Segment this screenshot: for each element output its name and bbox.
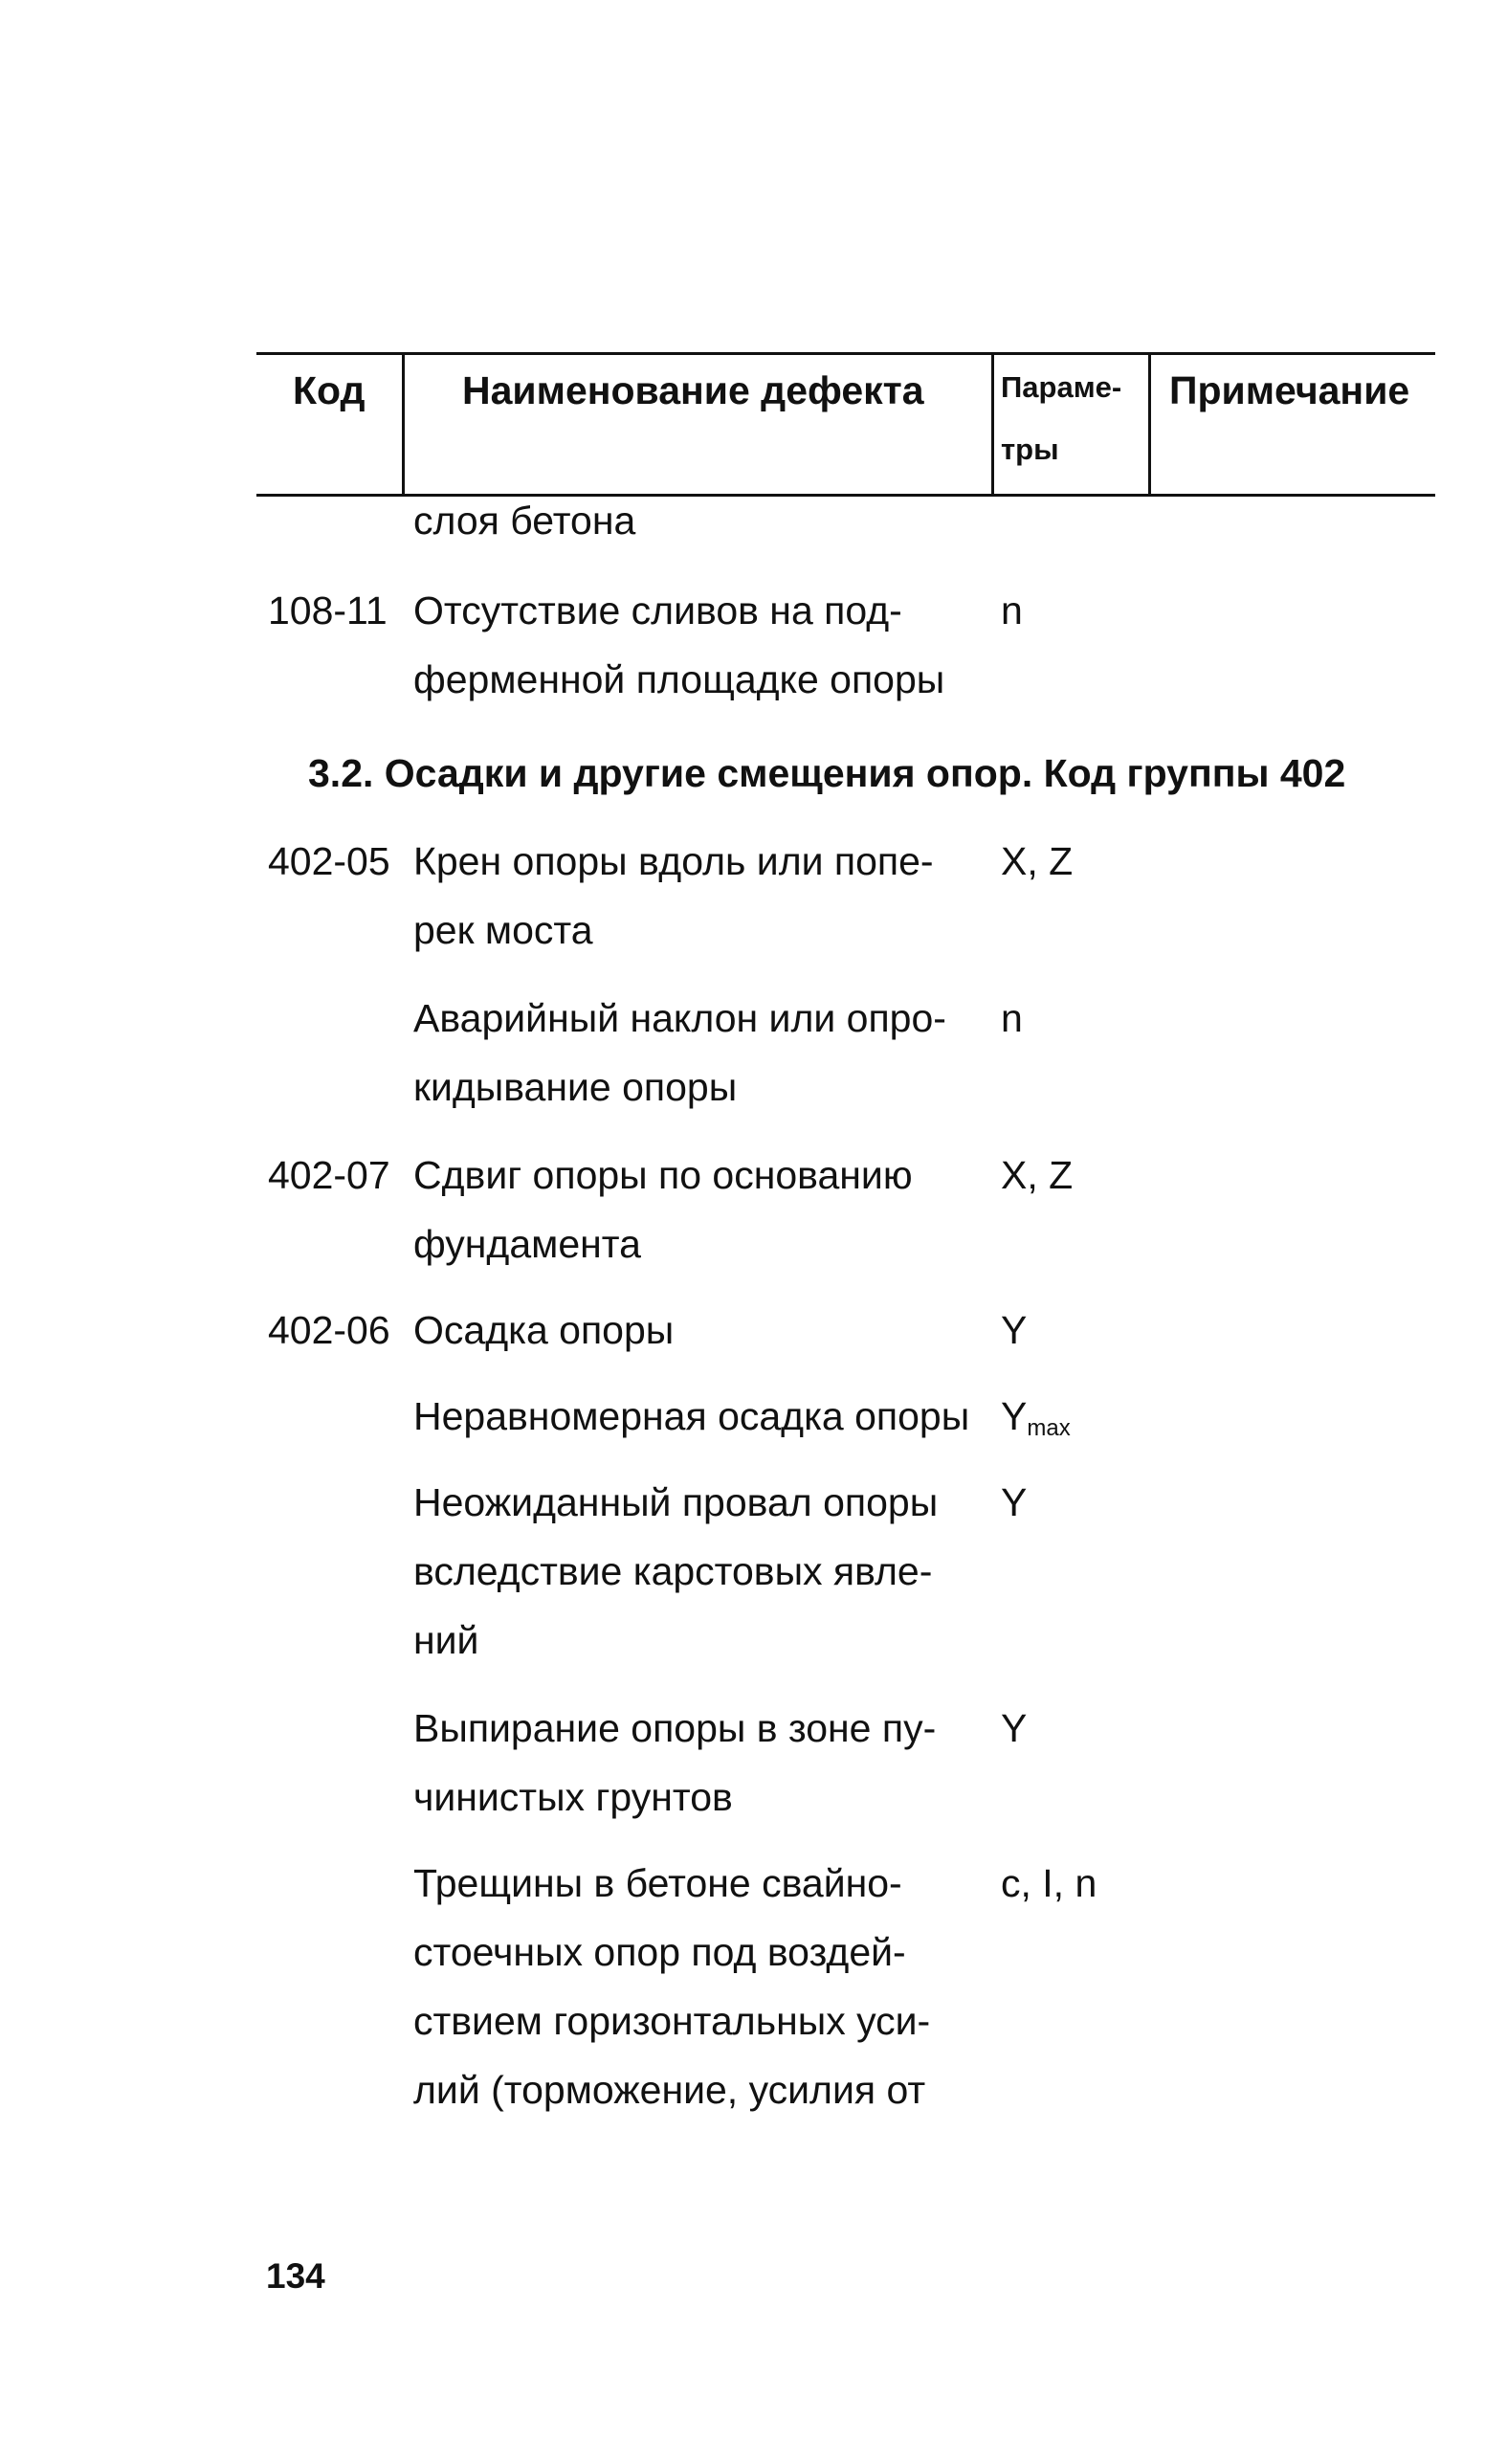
page-number: 134 xyxy=(266,2256,325,2296)
row-text-line: Неожиданный провал опоры xyxy=(413,1480,939,1524)
row-text-line: Трещины в бетоне свайно- xyxy=(413,1861,902,1905)
row-param: Y xyxy=(1001,1480,1028,1524)
row-text-line: стоечных опор под воздей- xyxy=(413,1930,906,1974)
table-header-top-rule xyxy=(256,352,1435,355)
row-param: X, Z xyxy=(1001,839,1074,883)
row-text-line: Крен опоры вдоль или попе- xyxy=(413,839,934,883)
row-text-line: ний xyxy=(413,1618,479,1662)
row-param: X, Z xyxy=(1001,1153,1074,1197)
header-defect-name: Наименование дефекта xyxy=(462,368,924,412)
row-text-line: ферменной площадке опоры xyxy=(413,657,945,701)
row-code: 402-05 xyxy=(268,839,390,883)
row-param xyxy=(1001,1394,1071,1441)
row-text-line: фундамента xyxy=(413,1222,641,1266)
row-text-line: Неравномерная осадка опоры xyxy=(413,1394,970,1438)
row-param: Y xyxy=(1001,1706,1028,1750)
param-symbol: Y xyxy=(1001,1394,1028,1438)
param-subscript: max xyxy=(1027,1415,1071,1441)
header-divider xyxy=(991,354,994,494)
header-note: Примечание xyxy=(1169,368,1410,412)
row-text-line: чинистых грунтов xyxy=(413,1775,733,1819)
row-param: Y xyxy=(1001,1308,1028,1352)
header-divider xyxy=(1148,354,1151,494)
row-text-line: рек моста xyxy=(413,908,593,952)
row-text-line: кидывание опоры xyxy=(413,1065,738,1109)
row-param: n xyxy=(1001,588,1023,633)
row-param: n xyxy=(1001,996,1023,1040)
row-text-line: Аварийный наклон или опро- xyxy=(413,996,946,1040)
row-code: 402-06 xyxy=(268,1308,390,1352)
row-text-line: лий (торможение, усилия от xyxy=(413,2068,926,2112)
row-code: 402-07 xyxy=(268,1153,390,1197)
row-text-line: вследствие карстовых явле- xyxy=(413,1549,933,1593)
header-code: Код xyxy=(293,368,366,412)
table-header-bottom-rule xyxy=(256,494,1435,497)
row-param: c, I, n xyxy=(1001,1861,1097,1905)
header-params-line2: тры xyxy=(1001,433,1059,466)
row-text-line: Отсутствие сливов на под- xyxy=(413,588,902,633)
row-text-line: слоя бетона xyxy=(413,499,636,543)
row-text-line: Выпирание опоры в зоне пу- xyxy=(413,1706,937,1750)
row-code: 108-11 xyxy=(268,588,388,633)
row-text-line: Сдвиг опоры по основанию xyxy=(413,1153,913,1197)
section-heading: 3.2. Осадки и другие смещения опор. Код группы 402 xyxy=(308,751,1346,795)
header-params-line1: Параме- xyxy=(1001,370,1122,404)
row-text-line: ствием горизонтальных уси- xyxy=(413,1999,931,2043)
header-divider xyxy=(402,354,405,494)
row-text-line: Осадка опоры xyxy=(413,1308,675,1352)
